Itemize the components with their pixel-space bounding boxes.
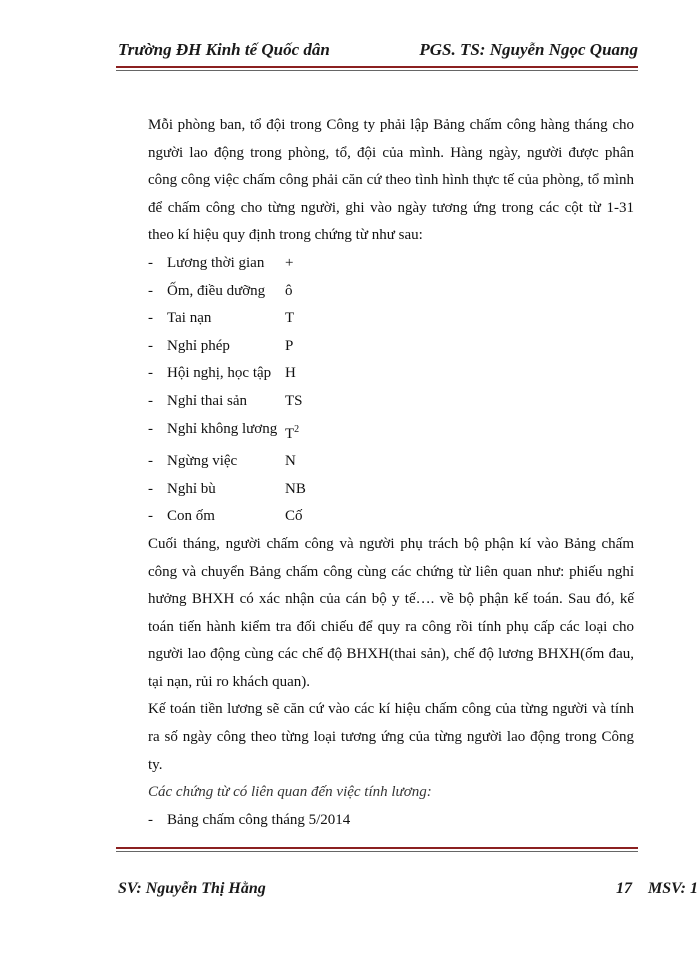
paragraph-1 xyxy=(148,112,634,250)
attendance-code-list xyxy=(148,250,634,531)
footer-rule-thin xyxy=(116,851,638,852)
list-item: - Nghỉ bù NB xyxy=(148,480,306,497)
school-name: Trường ĐH Kinh tế Quốc dân xyxy=(118,40,330,59)
paragraph-3: Kế toán tiền lương sẽ căn cứ vào các kí hiệu chấm công của từng người và tính ra số ngày công theo từng loại tương ứng của từng người lao động trong Công ty. xyxy=(148,701,634,773)
list-item: - Tai nạn T xyxy=(148,310,295,327)
list-item: - Ốm, điều dưỡng ô xyxy=(148,282,293,299)
superscript: 2 xyxy=(294,423,300,435)
footer-rule xyxy=(116,847,638,849)
list-item: - Con ốm Cố xyxy=(148,508,303,525)
student-name: SV: Nguyễn Thị Hằng xyxy=(118,880,266,897)
list-item: - Hội nghị, học tập H xyxy=(148,365,296,382)
page-number: 17 xyxy=(616,880,632,897)
subheading: Các chứng từ có liên quan đến việc tính lương: xyxy=(148,784,432,801)
para1-text: Mỗi phòng ban, tổ đội trong Công ty phải lập Bảng chấm công hàng tháng cho người lao động trong phòng, tổ, đội của mình. Hàng ngày, người được phân công công việc chấm công phải căn cứ theo tình hình thực tế của phòng, tổ mình để chấm công cho từng người, ghi vào ngày tương ứng trong các cột từ 1-31 theo kí hiệu quy định trong chứng từ như sau: xyxy=(148,117,634,244)
list-item: - Lương thời gian + xyxy=(148,254,294,271)
student-id: MSV: 1 xyxy=(648,880,698,897)
list-item: - Ngừng việc N xyxy=(148,453,296,470)
page-body xyxy=(148,112,634,834)
header-rule xyxy=(116,66,638,68)
list-item: - Bảng chấm công tháng 5/2014 xyxy=(148,811,351,828)
paragraph-2: Cuối tháng, người chấm công và người phụ trách bộ phận kí vào Bảng chấm công và chuyển Bảng chấm công cùng các chứng từ liên quan như: phiếu nghỉ hưởng BHXH có xác nhận của cán bộ y tế…. về bộ phận kế toán. Sau đó, kế toán tiến hành kiểm tra đối chiếu để quy ra công rồi tính phụ cấp các loại cho người lao động cùng các chế độ BHXH(thai sản), chế độ lương BHXH(ốm đau, tại nạn, rủi ro khách quan). xyxy=(148,535,634,690)
header-rule-thin xyxy=(116,70,638,71)
list-item: - Nghỉ thai sản TS xyxy=(148,392,303,409)
list-item: - Nghỉ phép P xyxy=(148,337,294,354)
list-item: - Nghỉ không lương $T^2$ xyxy=(148,420,300,442)
supervisor-name: PGS. TS: Nguyễn Ngọc Quang xyxy=(419,40,638,59)
page-header xyxy=(118,40,638,60)
document-list xyxy=(148,807,634,835)
